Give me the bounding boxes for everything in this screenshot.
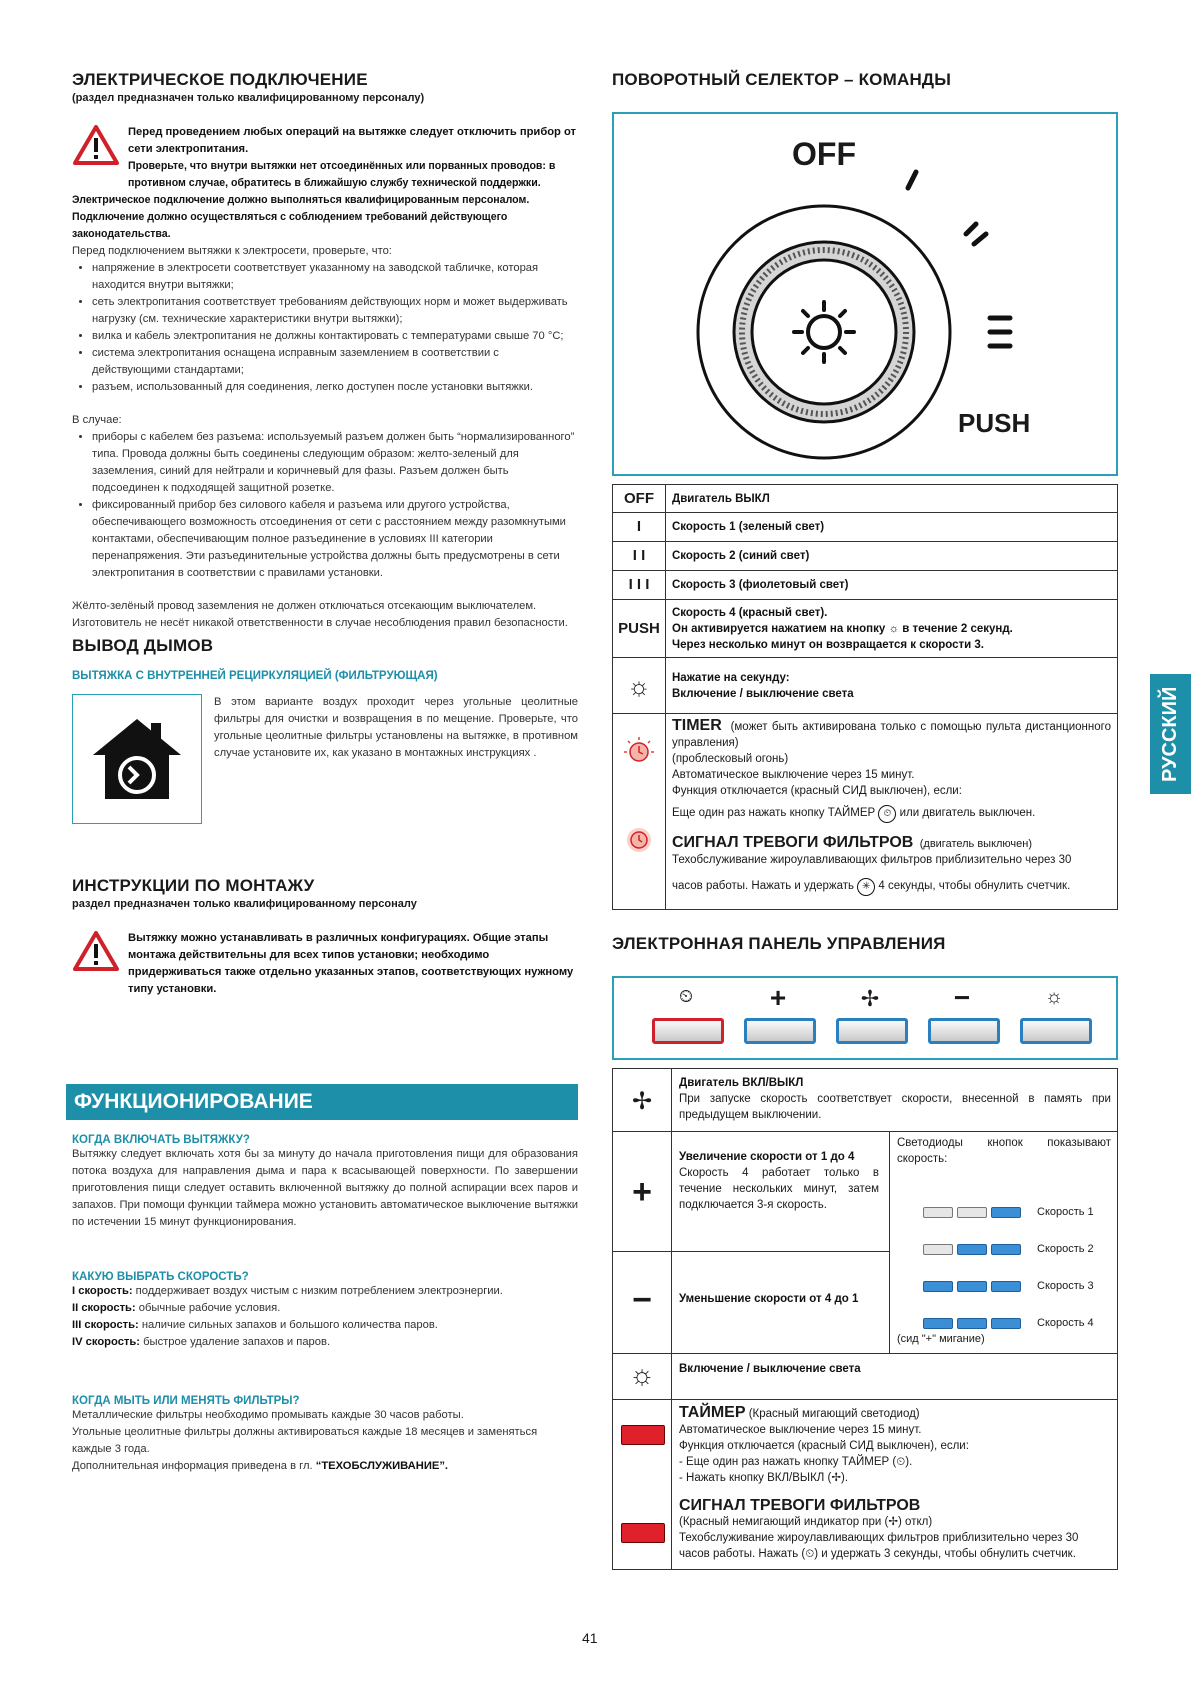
electrical-title: ЭЛЕКТРИЧЕСКОЕ ПОДКЛЮЧЕНИЕ <box>72 70 368 89</box>
timer-button-icon: ⏲ <box>878 805 896 823</box>
list-item: • вилка и кабель электропитания не должны контактировать с температурами свыше 70 °C; <box>92 328 578 345</box>
install-warning <box>72 930 578 998</box>
fan-icon: ✢ <box>860 986 880 1011</box>
fumes-section <box>72 636 578 824</box>
ground-note: Жёлто-зелёный провод заземления не должен отключаться отсекающим выключателем. <box>72 600 537 612</box>
fumes-text: В этом варианте воздух проходит через угольные цеолитные фильтры для очистки и возвращения в по мещение. Проверьте, что угольные цеолитные фильтры установлены на вытяжке, в противном случае установите их, как указано в монтажных инструкциях . <box>214 696 578 759</box>
speed-3: III скорость: наличие сильных запахов и большого количества паров. <box>72 1319 438 1331</box>
answer-when: Вытяжку следует включать хотя бы за минуту до начала приготовления пищи для образования потока воздуха для направления дыма и пара к всасывающей поверхности. По завершении приготовления пищи следует оставить включенной вытяжку до полной аспирации всех паров и запахов. При помощи функции таймера можно установить автоматическое выключение вытяжки по истечении 15 минут функционирования. <box>72 1148 578 1228</box>
speed-1: I скорость: поддерживает воздух чистым с низким потреблением электроэнергии. <box>72 1285 503 1297</box>
install-section <box>72 876 578 998</box>
install-title: ИНСТРУКЦИИ ПО МОНТАЖУ <box>72 876 315 895</box>
timer-filter-row: ТАЙМЕР (Красный мигающий светодиод) Автоматическое выключение через 15 минут. Функция отключается (красный СИД выключен), если: - Еще один раз нажать кнопку ТАЙМЕР (⏲). - Нажать кнопку ВКЛ/ВЫКЛ (✢). СИГНАЛ ТРЕВОГИ ФИЛЬТРОВ (Красный немигающий индикатор при (✢) откл) Техобслуживание жироулавливающих фильтров приблизительно через 30 часов работы. Нажать (⏲) и удержать 3 секунды, чтобы обнулить счетчик. <box>679 1404 1079 1560</box>
electrical-section <box>72 70 578 632</box>
light-row: Включение / выключение света <box>679 1363 861 1375</box>
motor-row: Двигатель ВКЛ/ВЫКЛ При запуске скорость соответствует скорости, внесенной в память при предыдущем выключении. <box>679 1077 1111 1121</box>
panel-commands-table <box>612 1068 1118 1570</box>
list-item: • приборы с кабелем без разъема: используемый разъем должен быть “нормализированного” типа. Провода должны быть соединены следующим образом: желто-зеленый для заземления, синий для нейтрали и коричневый для фазы. Разъем должен быть подсоединен к подходящей защитной розетке. <box>92 429 578 497</box>
push-label: PUSH <box>958 408 1031 438</box>
language-tab[interactable]: РУССКИЙ <box>1150 674 1191 794</box>
filter-button-icon: ✳ <box>857 878 875 896</box>
list-item: • разъем, использованный для соединения, легко доступен после установки вытяжки. <box>92 379 578 396</box>
table-row: PUSH Скорость 4 (красный свет). Он активируется нажатием на кнопку ☼ в течение 2 секунд. Через несколько минут он возвращается к скорости 3. <box>613 600 1118 658</box>
electrical-intro: Перед подключением вытяжки к электросети, проверьте, что: <box>72 245 392 257</box>
table-row: ☼ Нажатие на секунду: Включение / выключение света <box>613 658 1118 714</box>
blink-note: (сид "+" мигание) <box>897 1333 985 1345</box>
electrical-warning <box>72 124 578 192</box>
recirculation-icon <box>72 694 202 824</box>
speed-indicators <box>923 1181 1094 1329</box>
speed-1-indicator: Скорость 1 <box>923 1181 1094 1218</box>
table-row: TIMER (может быть активирована только с помощью пульта дистанционного управления) (проблесковый огонь) Автоматическое выключение через 15 минут. Функция отключается (красный СИД выключен), если: Еще один раз нажать кнопку ТАЙМЕР ⏲ или двигатель выключен. СИГНАЛ ТРЕВОГИ ФИЛЬТРОВ (двигатель выключен) Техобслуживание жироулавливающих фильтров приблизительно через 30 часов работы. Нажать и удержать ✳ 4 секунды, чтобы обнулить счетчик. <box>613 714 1118 910</box>
install-subtitle: раздел предназначен только квалифицированному персоналу <box>72 898 417 910</box>
list-item: • напряжение в электросети соответствует указанному на заводской табличке, которая находится внутри вытяжки; <box>92 260 578 294</box>
speed-2: II скорость: обычные рабочие условия. <box>72 1302 281 1314</box>
case-list <box>72 429 578 582</box>
fan-button[interactable] <box>836 1018 908 1044</box>
timer-icon: ⏲ <box>805 1548 815 1560</box>
rotary-commands-table <box>612 484 1118 910</box>
panel-title: ЭЛЕКТРОННАЯ ПАНЕЛЬ УПРАВЛЕНИЯ <box>612 934 946 953</box>
speed-4-indicator: Скорость 4 <box>923 1292 1094 1329</box>
page-number: 41 <box>582 1630 598 1646</box>
question-speed: КАКУЮ ВЫБРАТЬ СКОРОСТЬ? <box>72 1271 249 1283</box>
rotary-knob-illustration <box>614 114 1116 474</box>
rotary-title: ПОВОРОТНЫЙ СЕЛЕКТОР – КОМАНДЫ <box>612 70 952 89</box>
light-icon: ☼ <box>1044 986 1064 1008</box>
warning-text-1: Перед проведением любых операций на вытяжке следует отключить прибор от сети электропитания. <box>128 126 577 155</box>
speed-2-indicator: Скорость 2 <box>923 1218 1094 1255</box>
case-intro: В случае: <box>72 414 122 426</box>
minus-icon: − <box>632 1281 652 1319</box>
light-button[interactable] <box>1020 1018 1092 1044</box>
electrical-subtitle: (раздел предназначен только квалифицированному персоналу) <box>72 92 425 104</box>
warning-icon <box>72 124 120 166</box>
filters-more: Дополнительная информация приведена в гл. “ТЕХОБСЛУЖИВАНИЕ”. <box>72 1460 449 1472</box>
off-label: OFF <box>792 136 856 172</box>
light-icon: ☼ <box>888 622 900 635</box>
leds-note: Светодиоды кнопок показывают скорость: <box>897 1137 1111 1165</box>
rotary-diagram <box>612 112 1118 476</box>
table-row: OFF Двигатель ВЫКЛ <box>613 485 1118 513</box>
filters-carbon: Угольные цеолитные фильтры должны активироваться каждые 18 месяцев и заменяться каждые 3 года. <box>72 1426 538 1455</box>
decrease-row: Уменьшение скорости от 4 до 1 <box>679 1293 859 1305</box>
list-item: • система электропитания оснащена исправным заземлением в соответствии с действующими стандартами; <box>92 345 578 379</box>
question-filters: КОГДА МЫТЬ ИЛИ МЕНЯТЬ ФИЛЬТРЫ? <box>72 1395 300 1407</box>
filters-metal: Металлические фильтры необходимо промывать каждые 30 часов работы. <box>72 1409 464 1421</box>
light-icon: ☼ <box>629 1359 655 1390</box>
function-section <box>66 1084 578 1475</box>
speed-4: IV скорость: быстрое удаление запахов и паров. <box>72 1336 331 1348</box>
plus-icon: + <box>769 982 787 1013</box>
bold-note-1: Электрическое подключение должно выполняться квалифицированным персоналом. <box>72 194 530 206</box>
install-warning-text: Вытяжку можно устанавливать в различных конфигурациях. Общие этапы монтажа действительны для всех типов установки; необходимо придерживаться также отдельно указанных этапов, соответствующих нужному типу установки. <box>128 932 574 995</box>
table-row: I Скорость 1 (зеленый свет) <box>613 513 1118 542</box>
fan-icon: ✢ <box>888 1516 899 1528</box>
panel-symbols <box>650 982 1090 1013</box>
fan-icon: ✢ <box>831 1472 841 1484</box>
light-icon: ☼ <box>627 670 651 701</box>
question-when: КОГДА ВКЛЮЧАТЬ ВЫТЯЖКУ? <box>72 1134 250 1146</box>
fumes-subtitle: ВЫТЯЖКА С ВНУТРЕННЕЙ РЕЦИРКУЛЯЦИЕЙ (ФИЛЬТРУЮЩАЯ) <box>72 670 438 682</box>
warning-icon <box>72 930 120 972</box>
list-item: • фиксированный прибор без силового кабеля и разъема или другого устройства, обеспечивающего возможность отсоединения от сети с расстоянием между разомкнутыми контактами, обеспечивающим полное разъединение в условиях III категории перенапряжения. Эти разъединительные устройства должны быть предусмотрены в сети электропитания в соответствии с правилами установки. <box>92 497 578 582</box>
function-title: ФУНКЦИОНИРОВАНИЕ <box>66 1084 578 1120</box>
table-row: I I I Скорость 3 (фиолетовый свет) <box>613 571 1118 600</box>
increase-row: Увеличение скорости от 1 до 4 Скорость 4 работает только в течение нескольких минут, затем подключается 3-я скорость. <box>679 1151 879 1211</box>
table-row: I I Скорость 2 (синий свет) <box>613 542 1118 571</box>
plus-icon: + <box>632 1173 652 1211</box>
timer-led-blinking <box>621 1425 665 1445</box>
list-item: • сеть электропитания соответствует требованиям действующих норм и может выдерживать нагрузку (см. технические характеристики внутри вытяжки); <box>92 294 578 328</box>
bold-note-2: Подключение должно осуществляться с соблюдением требований действующего законодательства. <box>72 211 508 240</box>
timer-steady-icon <box>623 824 655 856</box>
filter-led-steady <box>621 1523 665 1543</box>
fan-icon: ✢ <box>631 1088 653 1115</box>
liability-note: Изготовитель не несёт никакой ответственности в случае несоблюдения правил безопасности. <box>72 617 568 629</box>
warning-text-2: Проверьте, что внутри вытяжки нет отсоединённых или порванных проводов: в противном случае, обратитесь в ближайшую службу технической поддержки. <box>128 160 556 189</box>
timer-button[interactable] <box>652 1018 724 1044</box>
timer-blinking-icon <box>623 736 655 768</box>
control-panel-diagram <box>612 976 1118 1060</box>
plus-button[interactable] <box>744 1018 816 1044</box>
speed-3-indicator: Скорость 3 <box>923 1255 1094 1292</box>
timer-icon: ⏲ <box>678 986 694 1006</box>
fumes-title: ВЫВОД ДЫМОВ <box>72 636 214 655</box>
minus-button[interactable] <box>928 1018 1000 1044</box>
minus-icon: − <box>953 982 971 1013</box>
electrical-checklist <box>72 260 578 396</box>
timer-icon: ⏲ <box>896 1456 906 1468</box>
